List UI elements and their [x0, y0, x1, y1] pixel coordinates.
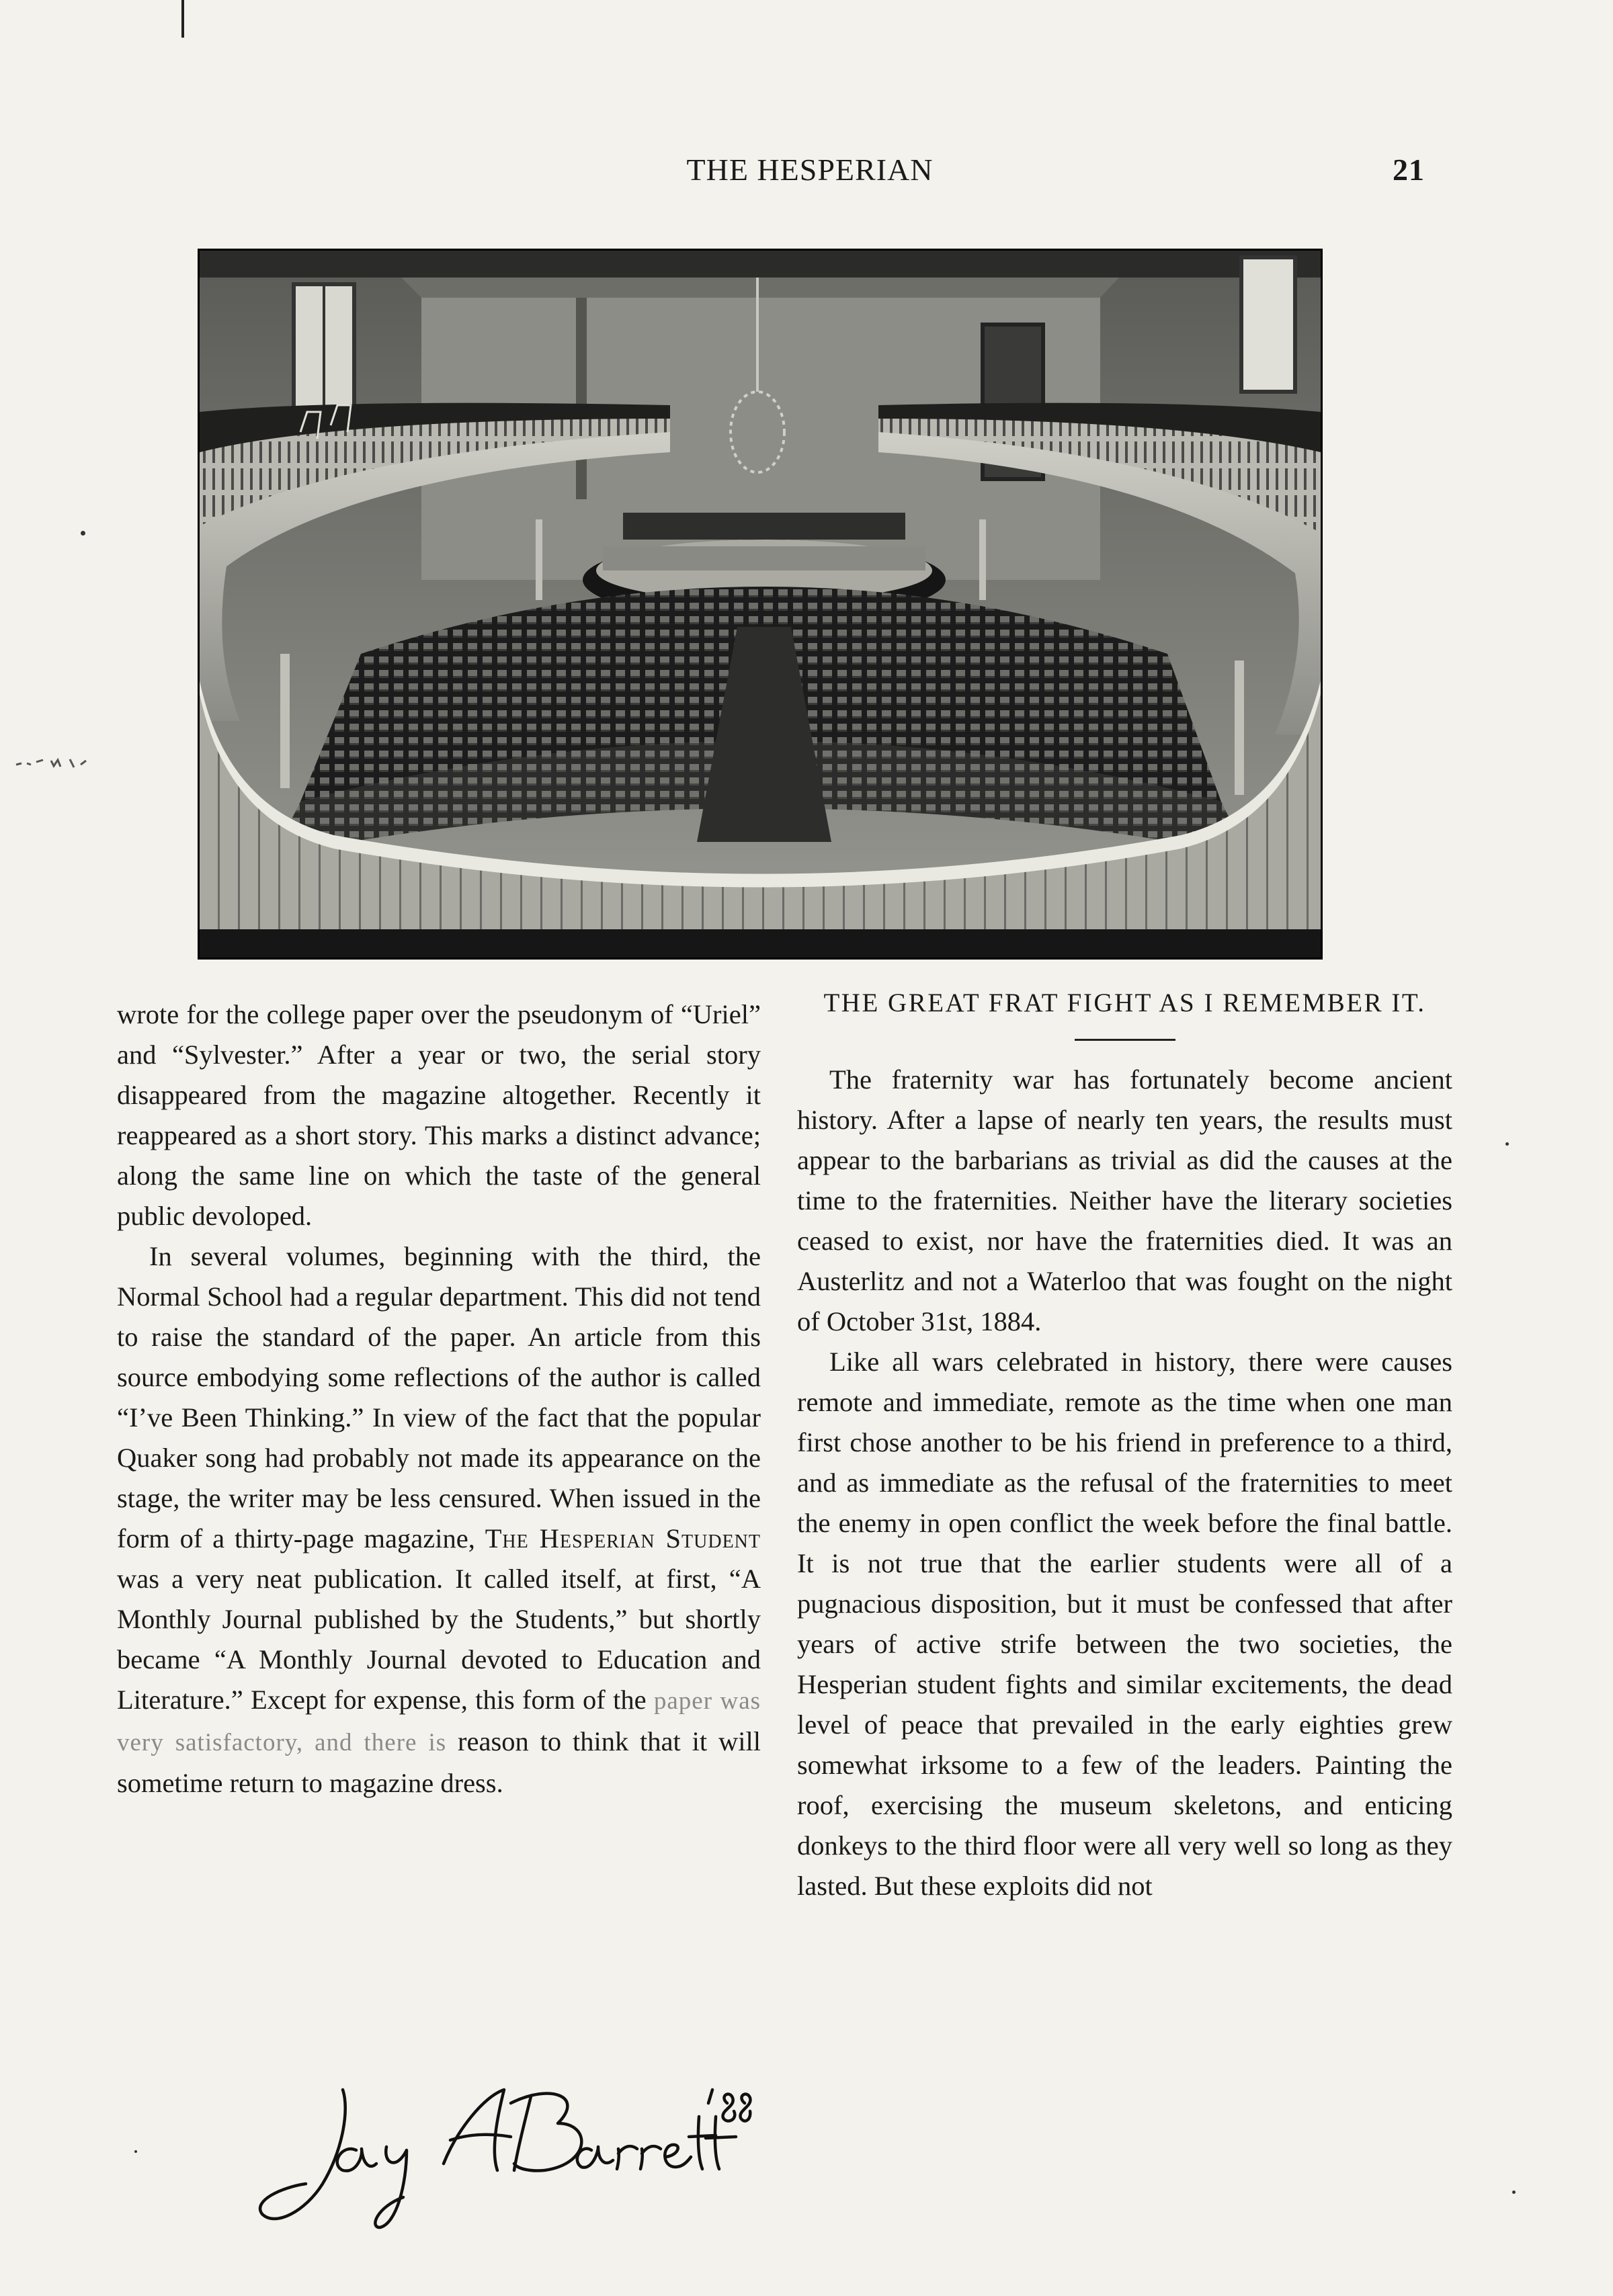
running-head [202, 152, 1425, 199]
paragraph-text: was a very neat publication. It called itself, at first, “A Monthly Journal published by the Students,” but shortly became “A Monthly Journal devoted to Education and Literature.” Except for expense, this form of the [117, 1564, 761, 1715]
right-column [797, 985, 1452, 1906]
paragraph-text: reason to think that it will sometime return to magazine dress. [117, 1726, 761, 1798]
speck [1505, 1142, 1509, 1146]
margin-mark [13, 753, 114, 773]
publication-name: The Hesperian Student [485, 1523, 761, 1554]
paragraph: wrote for the college paper over the pseudonym of “Uriel” and “Sylvester.” After a year or two, the serial story disappeared from the magazine altogether. Recently it reappeared as a short story. This marks a distinct advance; along the same line on which the taste of the general public devoloped. [117, 999, 761, 1231]
paragraph: Like all wars celebrated in history, there were causes remote and immediate, remote as the time when one man first chose another to be his friend in preference to a third, and as immediate as the refusal of the fraternities to meet the enemy in open conflict the week before the final battle. It is not true that the earlier students were all of a pugnacious disposition, but it must be confessed that after years of active strife between the two societies, the Hesperian student fights and similar excitements, the dead level of peace that prevailed in the early eighties grew somewhat irksome to a few of the leaders. Painting the roof, exercising the museum skeletons, and enticing donkeys to the third floor were all very well so long as they lasted. But these exploits did not [797, 1347, 1452, 1901]
title-rule [1075, 1039, 1175, 1041]
article-title: THE GREAT FRAT FIGHT AS I REMEMBER IT. [823, 988, 1426, 1017]
speck [81, 531, 85, 536]
speck [134, 2150, 137, 2153]
auditorium-illustration [200, 251, 1321, 958]
journal-title: THE HESPERIAN [686, 153, 934, 187]
signature [242, 2070, 753, 2238]
auditorium-photo [198, 249, 1323, 960]
page-number: 21 [1393, 153, 1425, 187]
faded-text-line: paper was very satisfactory, and there is [117, 1687, 761, 1756]
paragraph: The fraternity war has fortunately become ancient history. After a lapse of nearly ten years, the results must appear to the barbarians as trivial as did the causes at the time to the fraternities. Neither have the literary societies ceased to exist, nor have the fraternities died. It was an Austerlitz and not a Waterloo that was fought on the night of October 31st, 1884. [797, 1064, 1452, 1336]
left-column [117, 994, 761, 1803]
paragraph [117, 1236, 761, 1803]
paragraph-text: In several volumes, beginning with the third, the Normal School had a regular department. This did not tend to raise the standard of the paper. An article from this source embodying some reflections of the author is called “I’ve Been Thinking.” In view of the fact that the popular Quaker song had probably not made its appearance on the stage, the writer may be less censured. When issued in the form of a thirty-page magazine, [117, 1241, 761, 1554]
speck [1512, 2191, 1516, 2194]
binding-mark [181, 0, 184, 38]
